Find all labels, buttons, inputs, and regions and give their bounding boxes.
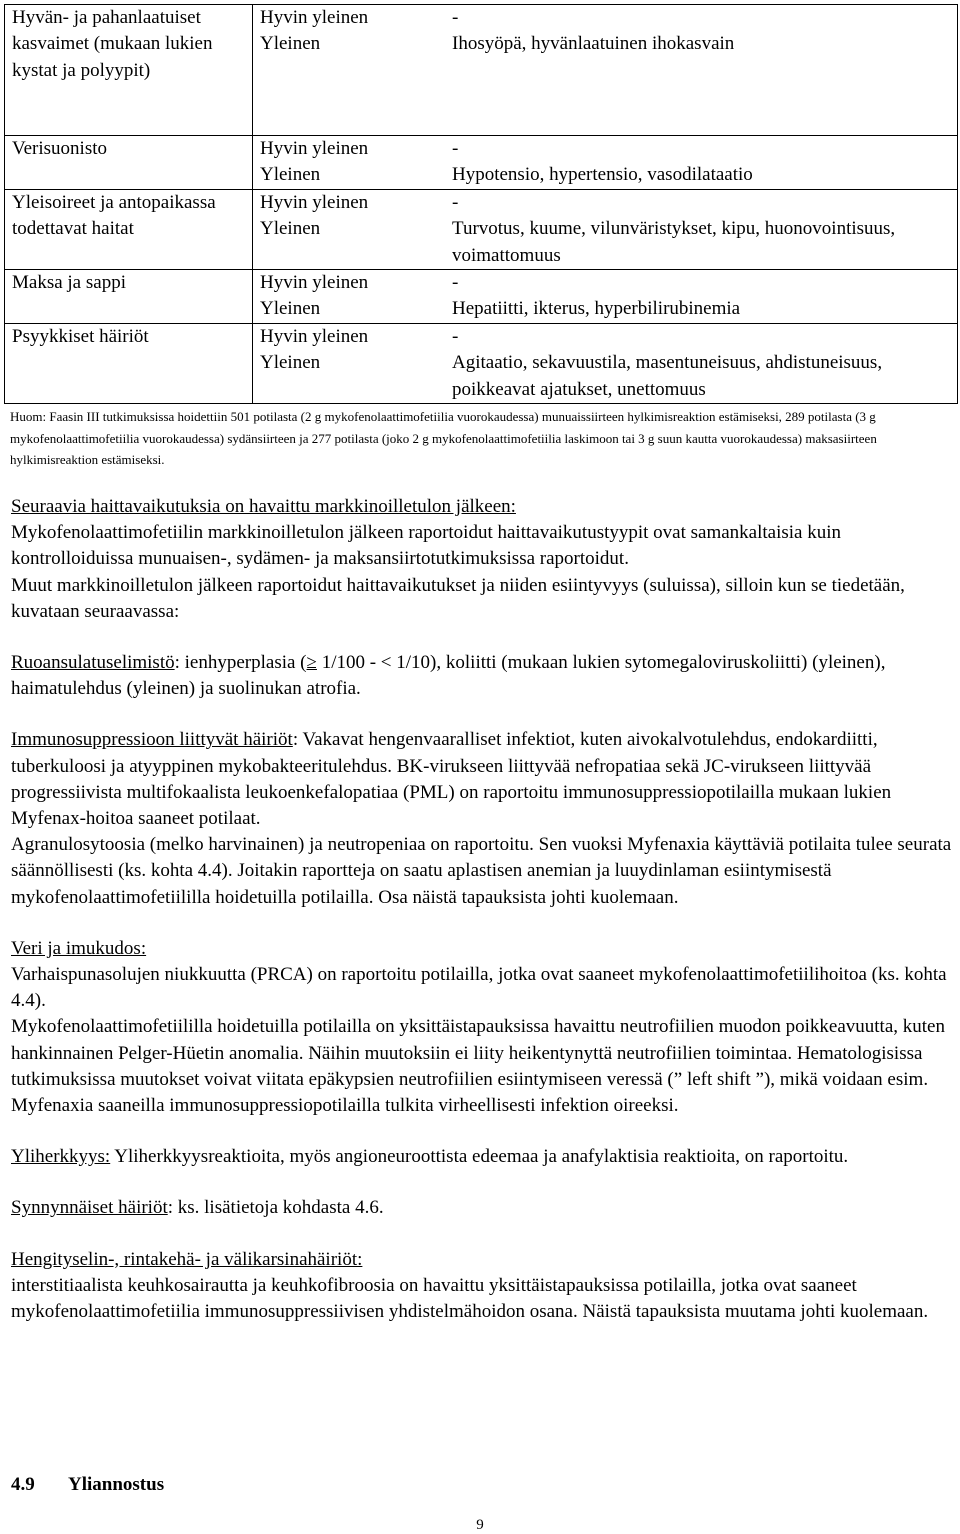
section-heading <box>11 1472 164 1498</box>
frequency-cell: Yleinen <box>253 216 443 269</box>
frequency-cell: Yleinen <box>253 162 443 189</box>
effect-cell: - <box>442 269 958 296</box>
page-number: 9 <box>476 1517 484 1533</box>
frequency-cell: Yleinen <box>253 31 443 135</box>
effect-cell: Hypotensio, hypertensio, vasodilataatio <box>442 162 958 189</box>
effect-cell: - <box>442 323 958 350</box>
blood-paragraph-1: Varhaispunasolujen niukkuutta (PRCA) on raportoitu potilailla, jotka ovat saaneet mykofenolaattimofetiilihoitoa (ks. kohta 4.4). <box>11 964 947 1012</box>
postmarketing-heading: Seuraavia haittavaikutuksia on havaittu markkinoilletulon jälkeen: <box>11 496 516 517</box>
organ-class-cell: Verisuonisto <box>5 135 253 189</box>
adverse-effects-table <box>4 4 958 404</box>
congenital-paragraph: Synnynnäiset häiriöt: ks. lisätietoja kohdasta 4.6. <box>11 1197 384 1219</box>
hypersensitivity-heading: Yliherkkyys: <box>11 1146 111 1168</box>
gi-paragraph: Ruoansulatuselimistö: ienhyperplasia (≥ 1/100 - < 1/10), koliitti (mukaan lukien sytomegaloviruskoliitti) (yleinen), haimatulehdus (yleinen) ja suolinukan atrofia. <box>11 652 886 700</box>
frequency-cell: Yleinen <box>253 296 443 323</box>
organ-class-cell: Yleisoireet ja antopaikassa todettavat haitat <box>5 189 253 269</box>
frequency-cell: Hyvin yleinen <box>253 5 443 32</box>
hypersensitivity-paragraph: Yliherkkyys: Yliherkkyysreaktioita, myös angioneuroottista edeemaa ja anafylaktisia reaktioita, on raportoitu. <box>11 1146 849 1168</box>
section-number: 4.9 <box>11 1474 35 1495</box>
blood-heading: Veri ja imukudos: <box>11 937 147 959</box>
table-footnote: Huom: Faasin III tutkimuksissa hoidettiin 501 potilasta (2 g mykofenolaattimofetiilia vuorokaudessa) munuaissiirteen hylkimisreaktion estämiseksi, 289 potilasta (3 g mykofenolaattimofetiilia vuorokaudessa) sydänsiirteen ja 277 potilasta (joko 2 g mykofenolaattimofetiilia laskimoon tai 3 g suun kautta vuorokaudessa) maksasiirteen hylkimisreaktion estämiseksi. <box>10 409 877 467</box>
effect-cell: Ihosyöpä, hyvänlaatuinen ihokasvain <box>442 31 958 135</box>
document-body <box>11 494 956 1325</box>
geq-symbol: ≥ <box>306 652 317 674</box>
postmarketing-paragraph-1: Mykofenolaattimofetiilin markkinoilletulon jälkeen raportoidut haittavaikutustyypit ovat samankaltaisia kuin kontrolloiduissa munuaisen-, sydämen- ja maksansiirtotutkimuksissa raportoidut. <box>11 522 842 570</box>
section-title: Yliannostus <box>68 1474 165 1495</box>
respiratory-heading: Hengityselin-, rintakehä- ja välikarsinahäiriöt: <box>11 1248 363 1270</box>
blood-paragraph-2: Mykofenolaattimofetiililla hoidetuilla potilailla on yksittäistapauksissa havaittu neutrofiilien muodon poikkeavuutta, kuten hankinnainen Pelger-Hüetin anomalia. Näihin muutoksiin ei liity heikentynyttä neutrofiilien toimintaa. Hematologisissa tutkimuksissa muutokset voivat viitata epäkypsien neutrofiilien esiintymiseen veressä (” left shift ”), mikä voidaan esim. Myfenaxia saaneilla immunosuppressiopotilailla tulkita virheellisesti infektion oireeksi. <box>11 1016 945 1117</box>
frequency-cell: Hyvin yleinen <box>253 135 443 162</box>
effect-cell: Turvotus, kuume, vilunväristykset, kipu, huonovointisuus, voimattomuus <box>442 216 958 269</box>
effect-cell: Hepatiitti, ikterus, hyperbilirubinemia <box>442 296 958 323</box>
effect-cell: Agitaatio, sekavuustila, masentuneisuus, ahdistuneisuus, poikkeavat ajatukset, unettomuus <box>442 350 958 403</box>
effect-cell: - <box>442 189 958 216</box>
frequency-cell: Yleinen <box>253 350 443 403</box>
effect-cell: - <box>442 135 958 162</box>
postmarketing-paragraph-2: Muut markkinoilletulon jälkeen raportoidut haittavaikutukset ja niiden esiintyvyys (suluissa), silloin kun se tiedetään, kuvataan seuraavassa: <box>11 574 905 622</box>
gi-heading: Ruoansulatuselimistö <box>11 652 175 674</box>
congenital-heading: Synnynnäiset häiriöt <box>11 1197 168 1219</box>
immuno-paragraph-2: Agranulosytoosia (melko harvinainen) ja neutropeniaa on raportoitu. Sen vuoksi Myfenaxia käyttäviä potilaita tulee seurata säännöllisesti (ks. kohta 4.4). Joitakin raportteja on saatu aplastisen anemian ja luuydinlaman esiintymisestä mykofenolaattimofetiililla hoidetuilla potilailla. Osa näistä tapauksista johti kuolemaan. <box>11 834 952 908</box>
frequency-cell: Hyvin yleinen <box>253 269 443 296</box>
immuno-paragraph-1: Immunosuppressioon liittyvät häiriöt: Vakavat hengenvaaralliset infektiot, kuten aivokalvotulehdus, endokardiitti, tuberkuloosi ja atyyppinen mykobakteeritulehdus. BK-virukseen liittyvää nefropatiaa sekä JC-virukseen liittyvää progressiivista multifokaalista leukoenkefalopatiaa (PML) on raportoitu immunosuppressiopotilailla mukaan lukien Myfenax-hoitoa saaneet potilaat. <box>11 729 892 830</box>
immuno-heading: Immunosuppressioon liittyvät häiriöt <box>11 729 293 751</box>
organ-class-cell: Psyykkiset häiriöt <box>5 323 253 403</box>
frequency-cell: Hyvin yleinen <box>253 323 443 350</box>
organ-class-cell: Maksa ja sappi <box>5 269 253 323</box>
respiratory-paragraph: interstitiaalista keuhkosairautta ja keuhkofibroosia on havaittu yksittäistapauksissa potilailla, jotka ovat saaneet mykofenolaattimofetiilia immunosuppressiivisen yhdistelmähoidon osana. Näistä tapauksista muutama johti kuolemaan. <box>11 1274 929 1323</box>
organ-class-cell: Hyvän- ja pahanlaatuiset kasvaimet (mukaan lukien kystat ja polyypit) <box>5 5 253 136</box>
frequency-cell: Hyvin yleinen <box>253 189 443 216</box>
effect-cell: - <box>442 5 958 32</box>
